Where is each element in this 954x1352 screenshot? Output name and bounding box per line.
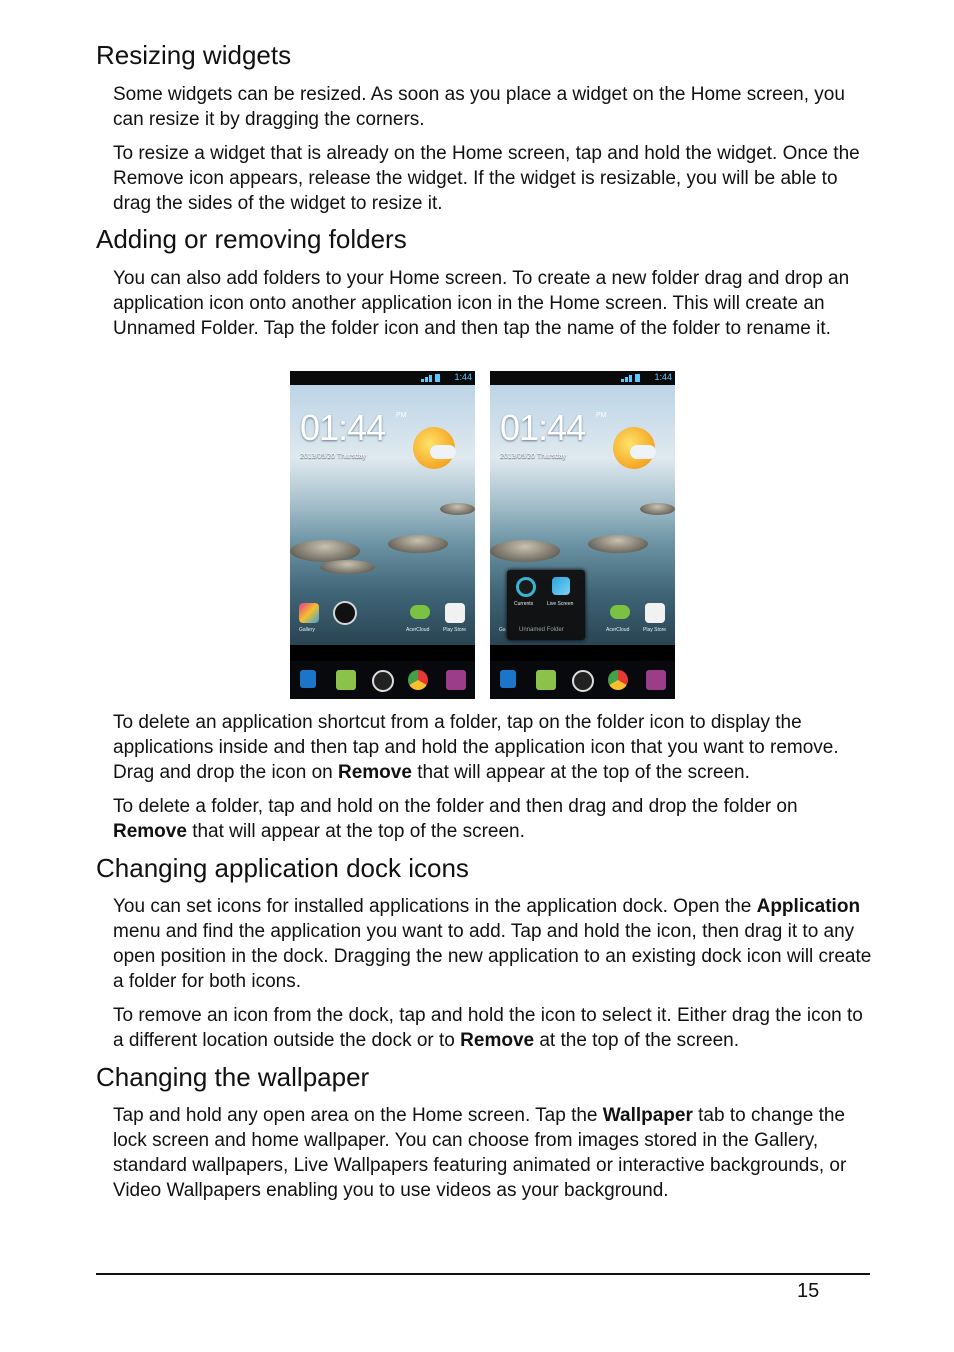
camera-icon[interactable] — [646, 670, 666, 690]
acercloud-icon[interactable] — [610, 605, 630, 619]
paragraph-resizing-1: Some widgets can be resized. As soon as you place a widget on the Home screen, you can resize it by dragging the corners. — [113, 84, 845, 130]
app-dock — [290, 661, 475, 699]
clock-widget-pm: PM — [396, 412, 407, 419]
acercloud-icon[interactable] — [410, 605, 430, 619]
status-bar — [490, 371, 675, 385]
heading-resizing-widgets: Resizing widgets — [96, 40, 292, 70]
messaging-icon[interactable] — [336, 670, 356, 690]
chrome-icon[interactable] — [408, 670, 428, 690]
paragraph-dock-2: To remove an icon from the dock, tap and hold the icon to select it. Either drag the icon to a different location outside the dock or to Remove at the top of the screen. — [113, 1005, 863, 1051]
weather-cloud-icon — [430, 445, 456, 459]
app-drawer-icon[interactable] — [572, 670, 594, 692]
gallery-label: Ga — [499, 627, 506, 633]
page-number: 15 — [797, 1280, 820, 1302]
folder-name[interactable]: Unnamed Folder — [519, 627, 564, 633]
status-time: 1:44 — [454, 372, 472, 382]
heading-changing-dock-icons: Changing application dock icons — [96, 853, 469, 883]
signal-icon — [621, 374, 641, 382]
app-dock — [490, 661, 675, 699]
status-bar — [290, 371, 475, 385]
application-term: Application — [756, 896, 861, 917]
heading-changing-wallpaper: Changing the wallpaper — [96, 1062, 370, 1092]
remove-term: Remove — [460, 1030, 535, 1051]
weather-cloud-icon — [630, 445, 656, 459]
signal-icon — [421, 374, 441, 382]
app-drawer-icon[interactable] — [372, 670, 394, 692]
play-store-label: Play Store — [443, 627, 467, 633]
wallpaper-term: Wallpaper — [602, 1105, 693, 1126]
messaging-icon[interactable] — [536, 670, 556, 690]
paragraph-dock-1: You can set icons for installed applications in the application dock. Open the Application menu and find the application you want to add. Tap and hold the icon, then drag it to any open position in the dock. Dragging the new application to an existing dock icon will create a folder for both icons. — [113, 896, 872, 992]
play-store-label: Play Store — [643, 627, 667, 633]
gallery-icon[interactable] — [299, 603, 319, 623]
clock-widget-pm: PM — [596, 412, 607, 419]
live-screen-label: Live Screen — [547, 601, 574, 607]
folder-icon[interactable] — [333, 601, 357, 625]
acercloud-label: AcerCloud — [606, 627, 630, 633]
clock-widget-time: 01:44 — [500, 407, 586, 448]
clock-widget-date: 2013/05/20 Thursday — [300, 453, 367, 460]
status-time: 1:44 — [654, 372, 672, 382]
paragraph-folders-2: To delete an application shortcut from a folder, tap on the folder icon to display the applications inside and then tap and hold the application icon that you want to remove. Drag and drop the icon on Remove that will appear at the top of the screen. — [113, 712, 839, 783]
folder-popup — [507, 570, 585, 640]
live-screen-icon[interactable] — [552, 577, 570, 595]
play-store-icon[interactable] — [445, 603, 465, 623]
footer-divider — [96, 1273, 870, 1275]
currents-label: Currents — [514, 601, 534, 607]
heading-adding-removing-folders: Adding or removing folders — [96, 224, 407, 254]
phone-icon[interactable] — [500, 670, 516, 688]
phone-screenshot-folder-open — [490, 371, 675, 699]
paragraph-resizing-2: To resize a widget that is already on the Home screen, tap and hold the widget. Once the Remove icon appears, release the widget. If the widget is resizable, you will be able to drag the sides of the widget to resize it. — [113, 143, 860, 214]
clock-widget-time: 01:44 — [300, 407, 386, 448]
gallery-label: Gallery — [299, 627, 315, 633]
remove-term: Remove — [113, 821, 187, 842]
phone-icon[interactable] — [300, 670, 316, 688]
paragraph-folders-3: To delete a folder, tap and hold on the folder and then drag and drop the folder on Remove that will appear at the top of the screen. — [113, 796, 798, 842]
play-store-icon[interactable] — [645, 603, 665, 623]
camera-icon[interactable] — [446, 670, 466, 690]
remove-term: Remove — [338, 762, 412, 783]
chrome-icon[interactable] — [608, 670, 628, 690]
paragraph-wallpaper-1: Tap and hold any open area on the Home screen. Tap the Wallpaper tab to change the lock screen and home wallpaper. You can choose from images stored in the Gallery, standard wallpapers, Live Wallpapers featuring animated or interactive backgrounds, or Video Wallpapers enabling you to use videos as your background. — [113, 1105, 847, 1201]
acercloud-label: AcerCloud — [406, 627, 430, 633]
currents-icon[interactable] — [516, 577, 536, 597]
phone-screenshot-home — [290, 371, 475, 699]
clock-widget-date: 2013/05/20 Thursday — [500, 453, 567, 460]
paragraph-folders-1: You can also add folders to your Home screen. To create a new folder drag and drop an application icon onto another application icon in the Home screen. This will create an Unnamed Folder. Tap the folder icon and then tap the name of the folder to rename it. — [113, 268, 850, 339]
